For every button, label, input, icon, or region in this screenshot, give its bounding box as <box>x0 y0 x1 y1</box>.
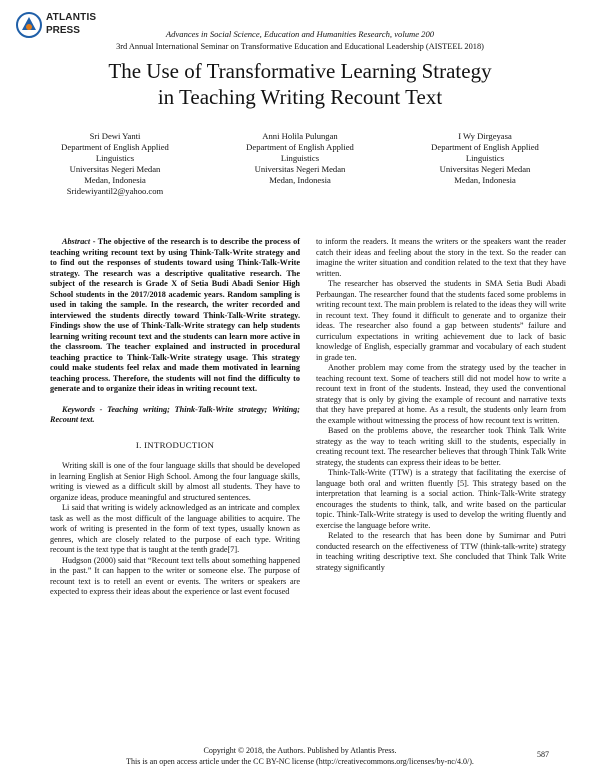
author-block-3 <box>400 131 570 186</box>
author-block-2 <box>215 131 385 186</box>
body-paragraph: Li said that writing is widely acknowledged as an intricate and complex task as well as the most difficult of the language abilities to acquire. The work of writing is presented in the form of text types, usually known as genres, which are closely related to the purpose of each type. Writing recount is the text type that is taught at the tenth grade[7]. <box>50 503 300 554</box>
abstract-text: - The objective of the research is to describe the process of teaching writing recount text by using Think-Talk-Write strategy and to find out the responses of students toward using Think-Talk-Write strategy. The research was a descriptive qualitative research. The subject of the research is Grade X of Setia Budi Abadi Senior High School students in the 2017/2018 academic years. Random sampling is used in taking the sample. In the research, the writer recorded and interviewed the students directly toward Think-Talk-Write strategy. Findings show the use of Think-Talk-Write strategy can help students learning writing recount text and the students can learn more active in the classroom. The teacher explained and instructed in procedural teaching practice to Think-Talk-Write strategy usage. This strategy could make students feel relax and made them motivated in learning teaching process. Therefore, the students will not find the difficulty to generate and to organize their ideas in writing recount text. <box>50 237 300 393</box>
license-line: This is an open access article under the CC BY-NC license (http://creativecommons.org/licenses/by-nc/4.0/). <box>126 757 474 766</box>
body-paragraph: Writing skill is one of the four language skills that should be developed in learning English at Senior High School. Among the four language skills, writing is viewed as a difficult skill by almost all students. They have to organize ideas, produce meaningful and structured sentences. <box>50 461 300 502</box>
section-heading: I. INTRODUCTION <box>135 439 215 450</box>
author-location: Medan, Indonesia <box>269 175 331 185</box>
keywords: Keywords - Teaching writing; Think-Talk-Write strategy; Writing; Recount text. <box>50 404 300 424</box>
page-number: 587 <box>537 750 549 759</box>
body-paragraph: to inform the readers. It means the writers or the speakers want the reader catch their ideas and feeling about the story in the text. So the reader can imagine the writer situation and condition related to the text that they have written. <box>316 237 566 278</box>
body-paragraph: Based on the problems above, the researcher took Think Talk Write strategy as the way to teach writing skill to the students, especially in creating recount text. The researcher believes that through Think Talk Write strategy, the students can express their ideas to be better. <box>316 426 566 467</box>
author-affiliation: Linguistics <box>95 153 135 163</box>
author-name: I Wy Dirgeyasa <box>458 131 512 141</box>
author-university: Universitas Negeri Medan <box>254 164 346 174</box>
author-location: Medan, Indonesia <box>454 175 516 185</box>
left-column <box>50 237 300 598</box>
right-column <box>316 237 566 573</box>
title-line: The Use of Transformative Learning Strategy <box>108 59 492 83</box>
logo-text-line1: ATLANTIS <box>46 12 97 23</box>
atlantis-press-logo <box>16 10 106 46</box>
abstract <box>50 237 300 395</box>
author-university: Universitas Negeri Medan <box>69 164 161 174</box>
author-block-1 <box>30 131 200 197</box>
body-paragraph: The researcher has observed the students in SMA Setia Budi Abadi Perbaungan. The researcher found that the students faced some problems in writing recount text. The main problem is related to the ideas they will write in recount text. They found it difficult to generate and to organize their ideas. The researcher also found a gap between students” failure and curriculum expectations in writing achievement due to lack of basic knowledge of English, especially grammar and vocabulary of each student in grade ten. <box>316 279 566 362</box>
author-affiliation: Linguistics <box>465 153 505 163</box>
logo-text-line2: PRESS <box>46 25 80 36</box>
journal-name: Advances in Social Science, Education and Humanities Research, volume 200 <box>165 29 435 39</box>
abstract-label: Abstract <box>62 237 91 246</box>
conference-name: 3rd Annual International Seminar on Transformative Education and Educational Leadership (AISTEEL 2018) <box>116 42 484 51</box>
copyright-line: Copyright © 2018, the Authors. Published by Atlantis Press. <box>203 746 397 755</box>
title-line: in Teaching Writing Recount Text <box>157 85 443 109</box>
body-paragraph: Think-Talk-Write (TTW) is a strategy that facilitating the exercise of language both oral and written fluently [5]. This strategy based on the interpretation that learning is a social action. Think-Talk-Write strategy encourages the students to think, talk, and write based on the particular topic. Think-Talk-Write strategy is used to develop the writing fluently and exercise the language before write. <box>316 468 566 530</box>
author-location: Medan, Indonesia <box>84 175 146 185</box>
body-paragraph: Hudgson (2000) said that “Recount text tells about something happened in the past.” It can happen to the writer or someone else. The purpose of recount text is to retell an event or events. The writers or speakers are expected to express their ideas about the experience or last event focused <box>50 555 300 596</box>
author-university: Universitas Negeri Medan <box>439 164 531 174</box>
paper-title <box>40 58 560 110</box>
author-affiliation: Department of English Applied <box>246 142 354 152</box>
body-paragraph: Another problem may come from the strategy used by the teacher in teaching recount text. Some of teachers still did not model how to write a recount text in front of the students. Instead, they used the conventional strategy that is only by giving the example of recount and narrative texts that they have prepared at home. As a result, the students only learn from the example without witnessing the process of how recount text is written. <box>316 363 566 425</box>
author-affiliation: Department of English Applied <box>431 142 539 152</box>
author-name: Anni Holila Pulungan <box>262 131 338 141</box>
author-name: Sri Dewi Yanti <box>89 131 141 141</box>
author-email: Sridewiyantil2@yahoo.com <box>66 186 164 196</box>
author-affiliation: Department of English Applied <box>61 142 169 152</box>
author-affiliation: Linguistics <box>280 153 320 163</box>
body-paragraph: Related to the research that has been done by Sumirnar and Putri conducted research on the effectiveness of TTW (think-talk-write) strategy in teaching writing descriptive text. She concluded that Think Talk Write strategy significantly <box>316 531 566 572</box>
